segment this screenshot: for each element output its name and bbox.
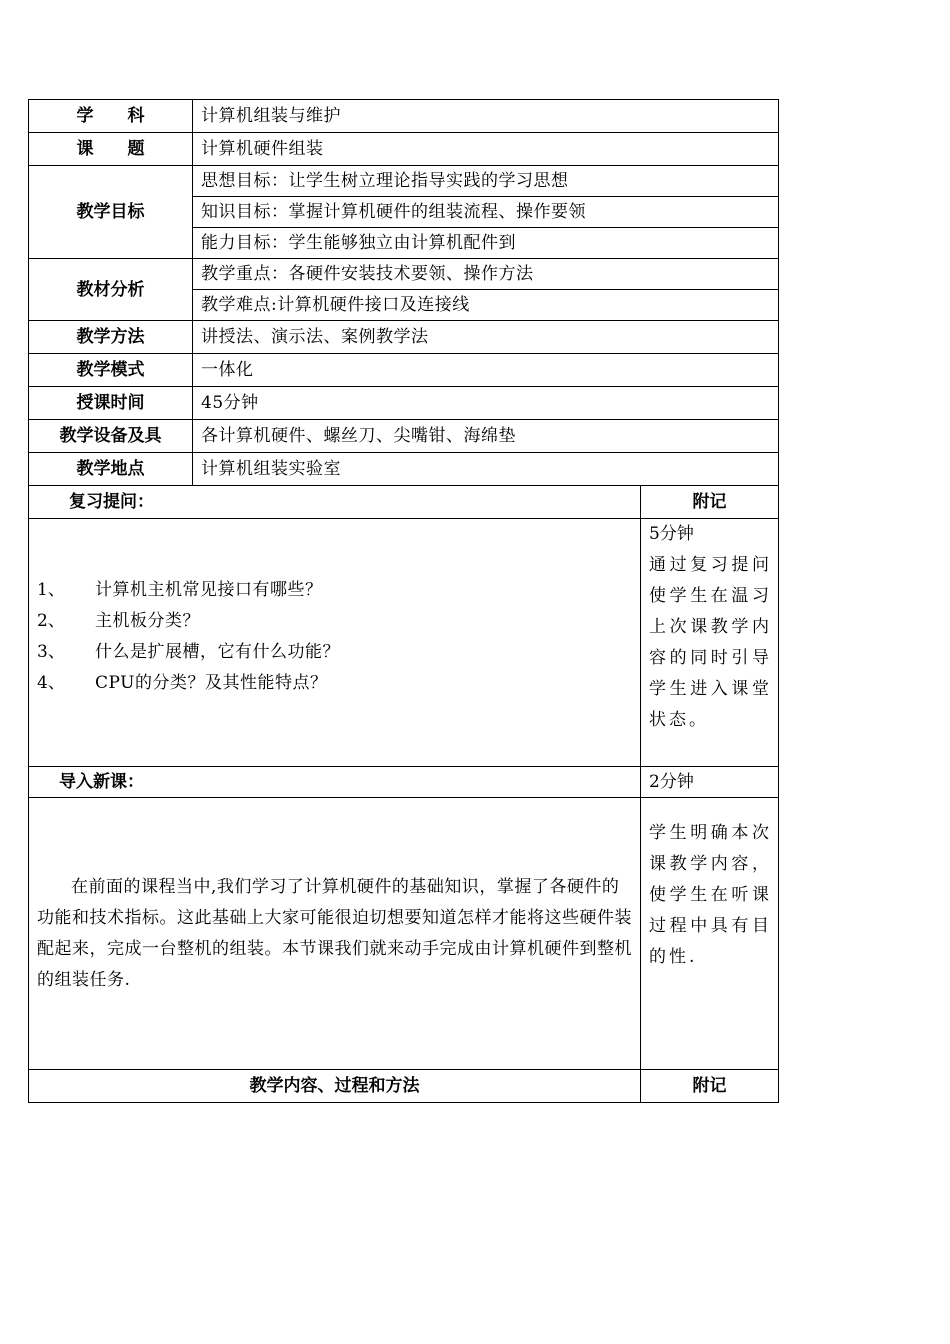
info-value: 一体化: [193, 354, 779, 387]
lesson-plan-table: [28, 99, 779, 1103]
review-questions-cell: [29, 519, 641, 767]
info-label: 教学设备及具: [29, 420, 193, 453]
info-row: [29, 166, 779, 197]
info-value: 教学重点：各硬件安装技术要领、操作方法: [193, 259, 779, 290]
review-question: [37, 606, 632, 637]
review-question: [37, 637, 632, 668]
intro-time: 2分钟: [641, 767, 779, 798]
info-label: 教学模式: [29, 354, 193, 387]
intro-section: [29, 767, 779, 1070]
review-question: [37, 575, 632, 606]
info-value: 各计算机硬件、螺丝刀、尖嘴钳、海绵垫: [193, 420, 779, 453]
info-section: [29, 100, 779, 486]
info-row: [29, 453, 779, 486]
review-question: [37, 668, 632, 699]
info-label: 学 科: [29, 100, 193, 133]
intro-heading: 导入新课：: [29, 767, 641, 798]
question-text: 什么是扩展槽，它有什么功能？: [95, 642, 340, 662]
question-text: CPU的分类？及其性能特点？: [95, 673, 328, 693]
intro-note: 学生明确本次课教学内容，使学生在听课过程中具有目的性.: [641, 798, 779, 1070]
info-value: 思想目标：让学生树立理论指导实践的学习思想: [193, 166, 779, 197]
info-label: 教学地点: [29, 453, 193, 486]
info-value: 能力目标：学生能够独立由计算机配件到: [193, 228, 779, 259]
intro-paragraph-cell: [29, 798, 641, 1070]
info-value: 计算机硬件组装: [193, 133, 779, 166]
question-number: 1、: [37, 580, 65, 600]
question-text: 主机板分类？: [95, 611, 200, 631]
info-value: 计算机组装实验室: [193, 453, 779, 486]
content-section: [29, 1070, 779, 1103]
question-number: 3、: [37, 642, 65, 662]
info-value: 计算机组装与维护: [193, 100, 779, 133]
intro-paragraph: 在前面的课程当中,我们学习了计算机硬件的基础知识，掌握了各硬件的功能和技术指标。这此基础上大家可能很迫切想要知道怎样才能将这些硬件装配起来，完成一台整机的组装。本节课我们就来动手完成由计算机硬件到整机的组装任务.: [37, 876, 632, 990]
info-row: [29, 354, 779, 387]
question-number: 4、: [37, 673, 65, 693]
info-value: 讲授法、演示法、案例教学法: [193, 321, 779, 354]
question-number: 2、: [37, 611, 65, 631]
review-note-heading: 附记: [641, 486, 779, 519]
info-row: [29, 321, 779, 354]
review-note: 通过复习提问使学生在温习上次课教学内容的同时引导学生进入课堂状态。: [649, 555, 772, 730]
info-value: 教学难点:计算机硬件接口及连接线: [193, 290, 779, 321]
review-question-list: [37, 575, 632, 699]
info-row: [29, 387, 779, 420]
review-heading: 复习提问：: [29, 486, 641, 519]
info-label: 教学目标: [29, 166, 193, 259]
question-text: 计算机主机常见接口有哪些？: [95, 580, 323, 600]
info-label: 教材分析: [29, 259, 193, 321]
info-label: 课 题: [29, 133, 193, 166]
content-note-heading: 附记: [641, 1070, 779, 1103]
info-row: [29, 133, 779, 166]
info-row: [29, 100, 779, 133]
review-section: [29, 486, 779, 767]
info-row: [29, 259, 779, 290]
info-label: 授课时间: [29, 387, 193, 420]
lesson-plan: [28, 99, 778, 1103]
info-label: 教学方法: [29, 321, 193, 354]
content-title: 教学内容、过程和方法: [29, 1070, 641, 1103]
info-value: 45分钟: [193, 387, 779, 420]
review-time: 5分钟: [649, 524, 694, 544]
review-note-cell: [641, 519, 779, 767]
info-row: [29, 420, 779, 453]
info-value: 知识目标：掌握计算机硬件的组装流程、操作要领: [193, 197, 779, 228]
